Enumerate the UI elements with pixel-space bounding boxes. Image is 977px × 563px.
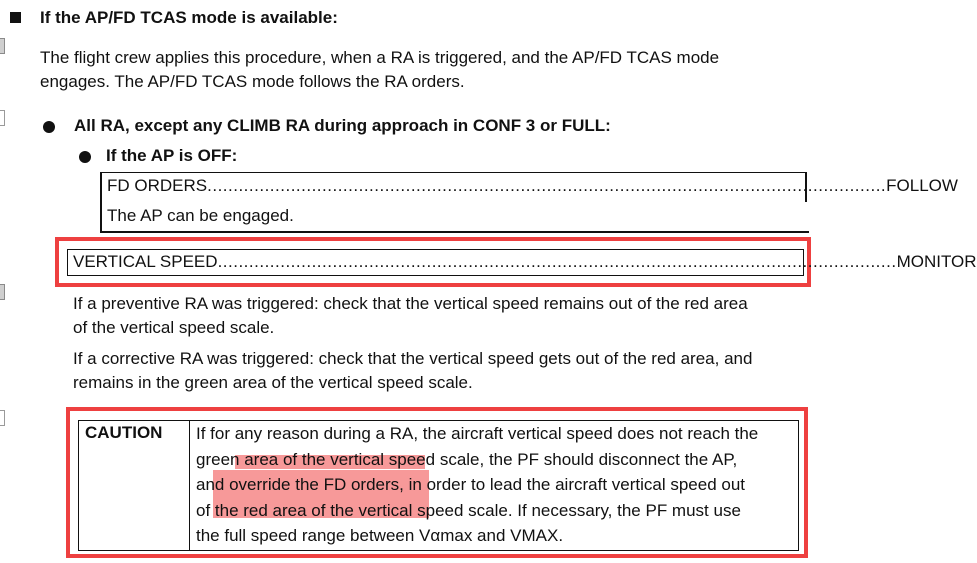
ap-note: The AP can be engaged. — [107, 206, 294, 225]
intro-line-2: engages. The AP/FD TCAS mode follows the RA orders. — [40, 72, 465, 91]
change-marker — [0, 38, 5, 54]
change-marker — [0, 110, 5, 126]
square-bullet-icon — [10, 12, 21, 23]
fd-orders-label: FD ORDERS — [107, 176, 208, 195]
section-title: If the AP/FD TCAS mode is available: — [40, 8, 338, 27]
caution-line-2: green area of the vertical speed scale, the PF should disconnect the AP, — [196, 450, 738, 469]
fd-orders-box-bottom-edge — [100, 231, 809, 233]
case-ap-off-title: If the AP is OFF: — [106, 146, 238, 165]
change-marker — [0, 284, 5, 300]
caution-line-3 — [196, 473, 745, 497]
caution-line-3-post: , in order to lead the aircraft vertical speed out — [399, 475, 746, 494]
fd-orders-action: FOLLOW — [886, 176, 958, 195]
caution-line-4: of the red area of the vertical speed scale. If necessary, the PF must use — [196, 501, 741, 520]
preventive-line-2: of the vertical speed scale. — [73, 318, 275, 337]
preventive-line-1: If a preventive RA was triggered: check that the vertical speed remains out of the red area — [73, 294, 748, 313]
corrective-line-2: remains in the green area of the vertical speed scale. — [73, 373, 473, 392]
intro-line-1: The flight crew applies this procedure, when a RA is triggered, and the AP/FD TCAS mode — [40, 48, 720, 67]
caution-line-3-pre: and — [196, 475, 230, 494]
vertical-speed-row — [73, 252, 977, 272]
bullet-icon — [79, 151, 91, 163]
bullet-icon — [43, 121, 55, 133]
caution-line-1: If for any reason during a RA, the aircraft vertical speed does not reach the — [196, 424, 759, 443]
change-marker — [0, 410, 5, 426]
caution-divider — [189, 421, 190, 550]
caution-label: CAUTION — [85, 423, 163, 442]
vertical-speed-label: VERTICAL SPEED — [73, 252, 218, 271]
leader-dots: .................................................................................................................................. — [207, 176, 887, 195]
caution-emphasis: override the FD orders — [229, 475, 400, 494]
fd-orders-row — [107, 176, 958, 196]
caution-line-5: the full speed range between Vαmax and VMAX. — [196, 526, 564, 545]
vertical-speed-action: MONITOR — [896, 252, 977, 271]
leader-dots: .................................................................................................................................. — [217, 252, 897, 271]
case-all-ra-title: All RA, except any CLIMB RA during approach in CONF 3 or FULL: — [74, 116, 611, 135]
corrective-line-1: If a corrective RA was triggered: check that the vertical speed gets out of the red area, and — [73, 349, 753, 368]
